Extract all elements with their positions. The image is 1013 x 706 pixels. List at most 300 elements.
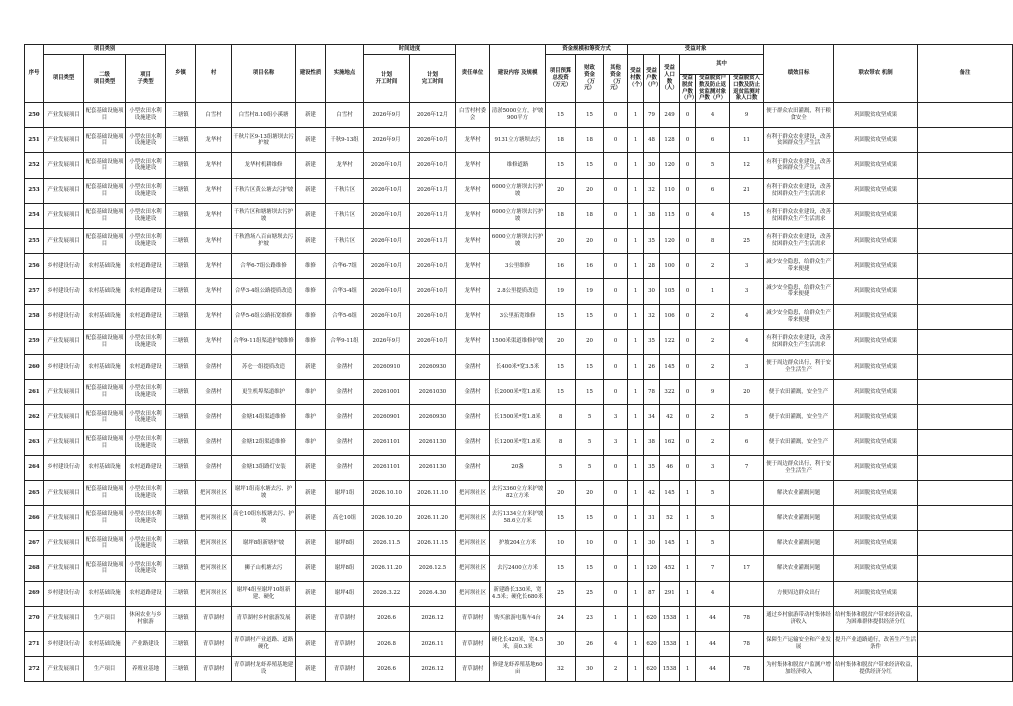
col-budget-total: 项目预算 总投资 （万元） [546,55,576,103]
cell-ben-villages: 1 [628,103,644,128]
cell-project-name: 青草湖村乡村旅游发展 [232,606,296,631]
cell-level2-type: 农村基础设施 [84,581,126,606]
col-town: 乡镇 [166,45,196,103]
cell-ben-households: 38 [644,430,660,455]
cell-ben-households: 30 [644,531,660,556]
cell-village: 金凿村 [196,380,232,405]
cell-town: 三塘镇 [166,480,196,505]
cell-village: 把河坝社区 [196,506,232,531]
cell-level2-type: 农村基础设施 [84,254,126,279]
cell-project-name: 金塘14组渠道维修 [232,405,296,430]
cell-ben-villages: 1 [628,430,644,455]
cell-budget-total: 15 [546,506,576,531]
cell-project-name: 青草湖村产业道路、道路硬化 [232,631,296,656]
cell-level2-type: 配套基础设施项目 [84,153,126,178]
cell-seq: 262 [25,405,44,430]
cell-seq: 259 [25,329,44,354]
cell-ben-villages: 1 [628,531,644,556]
cell-build-nature: 维护 [296,380,326,405]
cell-ben-villages: 1 [628,506,644,531]
cell-fiscal: 19 [576,279,604,304]
cell-budget-total: 16 [546,254,576,279]
cell-content-scale: 修建龙虾养殖基地60亩 [490,657,546,682]
cell-project-name: 谢坪4组至谢坪10组新建、硬化 [232,581,296,606]
cell-project-type: 乡村建设行动 [44,581,84,606]
cell-performance: 减少安全隐患，给群众生产带来便捷 [764,254,834,279]
cell-end-time: 2026.12.5 [410,556,456,581]
cell-poor-households: 0 [680,354,696,379]
cell-ben-population: 120 [660,153,680,178]
cell-poor-households: 1 [680,581,696,606]
cell-level2-type: 配套基础设施项目 [84,531,126,556]
cell-town: 三塘镇 [166,329,196,354]
cell-performance: 解决农业灌溉问题 [764,480,834,505]
col-build-nature: 建设性质 [296,45,326,103]
cell-monitor-households: 6 [696,178,730,203]
cell-build-nature: 维修 [296,329,326,354]
cell-poor-households: 1 [680,506,696,531]
cell-level2-type: 农村基础设施 [84,304,126,329]
cell-ben-households: 32 [644,178,660,203]
cell-start-time: 2026年10月 [364,254,410,279]
cell-other-funds: 0 [604,228,628,253]
cell-fiscal: 20 [576,480,604,505]
cell-budget-total: 15 [546,103,576,128]
cell-ben-population: 110 [660,178,680,203]
col-ben-households: 受益 户数 （户） [644,55,660,103]
cell-budget-total: 20 [546,480,576,505]
cell-town: 三塘镇 [166,380,196,405]
cell-build-nature: 维护 [296,405,326,430]
cell-ben-villages: 1 [628,480,644,505]
cell-performance: 便于农田灌溉，安全生产 [764,405,834,430]
cell-content-scale: 长1200米*宽1.8米 [490,430,546,455]
cell-ben-households: 35 [644,228,660,253]
cell-seq: 265 [25,480,44,505]
cell-mechanism: 巩固脱贫攻坚成果 [834,556,918,581]
cell-ben-households: 35 [644,329,660,354]
cell-fiscal: 23 [576,606,604,631]
table-row [25,279,1013,304]
cell-poor-households: 0 [680,405,696,430]
cell-build-nature: 新建 [296,606,326,631]
cell-remark [918,103,1013,128]
cell-mechanism: 巩固脱贫攻坚成果 [834,405,918,430]
cell-ben-population: 42 [660,405,680,430]
cell-poor-households: 0 [680,228,696,253]
cell-budget-total: 20 [546,329,576,354]
cell-start-time: 2026.11.5 [364,531,410,556]
table-row [25,581,1013,606]
cell-monitor-population: 78 [730,606,764,631]
cell-performance: 减少安全隐患，给群众生产带来便捷 [764,279,834,304]
cell-performance: 便于周边群众出行，利于安全生活生产 [764,455,834,480]
col-remark: 备注 [918,45,1013,103]
col-end-time: 计划 完工时间 [410,55,456,103]
cell-fiscal: 15 [576,354,604,379]
cell-poor-households: 0 [680,203,696,228]
cell-poor-households: 1 [680,480,696,505]
cell-build-nature: 新建 [296,178,326,203]
cell-end-time: 2026.12 [410,657,456,682]
col-among: 其中 [680,55,764,75]
table-row [25,203,1013,228]
col-mechanism: 联农带农 机制 [834,45,918,103]
cell-mechanism: 巩固脱贫攻坚成果 [834,178,918,203]
cell-mechanism: 巩固脱贫攻坚成果 [834,279,918,304]
cell-fiscal: 15 [576,153,604,178]
cell-build-nature: 新建 [296,228,326,253]
cell-ben-households: 620 [644,657,660,682]
cell-project-type: 产业发展项目 [44,153,84,178]
cell-seq: 270 [25,606,44,631]
cell-start-time: 20261101 [364,430,410,455]
cell-sub-type: 小型农田水利设施建设 [126,405,166,430]
cell-monitor-households: 2 [696,354,730,379]
cell-start-time: 2026年9月 [364,128,410,153]
cell-resp-unit: 青草湖村 [456,657,490,682]
cell-town: 三塘镇 [166,304,196,329]
cell-content-scale: 护坡204立方米 [490,531,546,556]
cell-budget-total: 19 [546,279,576,304]
cell-project-name: 白雪村8.10组小溪塘 [232,103,296,128]
cell-location: 青草湖村 [326,657,364,682]
cell-end-time: 2026年10月 [410,304,456,329]
cell-monitor-population: 6 [730,430,764,455]
cell-village: 把河坝社区 [196,480,232,505]
cell-level2-type: 农村基础设施 [84,354,126,379]
cell-village: 龙华村 [196,228,232,253]
table-row [25,531,1013,556]
cell-end-time: 2026年10月 [410,254,456,279]
cell-build-nature: 维修 [296,254,326,279]
cell-project-type: 产业发展项目 [44,128,84,153]
col-project-name: 项目名称 [232,45,296,103]
cell-monitor-households: 44 [696,657,730,682]
cell-remark [918,153,1013,178]
cell-town: 三塘镇 [166,103,196,128]
cell-monitor-population [730,531,764,556]
cell-ben-villages: 1 [628,228,644,253]
cell-performance: 便于农田灌溉，安全生产 [764,430,834,455]
cell-ben-villages: 1 [628,178,644,203]
cell-project-type: 产业发展项目 [44,506,84,531]
cell-budget-total: 32 [546,657,576,682]
cell-monitor-population [730,506,764,531]
cell-village: 金凿村 [196,405,232,430]
cell-other-funds: 0 [604,304,628,329]
cell-village: 金凿村 [196,430,232,455]
cell-start-time: 2026.3.22 [364,581,410,606]
cell-start-time: 20261001 [364,380,410,405]
cell-ben-households: 620 [644,631,660,656]
cell-resp-unit: 金凿村 [456,405,490,430]
cell-sub-type: 小型农田水利设施建设 [126,506,166,531]
cell-end-time: 2026年10月 [410,153,456,178]
cell-budget-total: 8 [546,430,576,455]
cell-project-name: 千秋片区和塘塘坝去污护坡 [232,203,296,228]
cell-monitor-households: 2 [696,254,730,279]
cell-build-nature: 新建 [296,103,326,128]
cell-seq: 257 [25,279,44,304]
cell-mechanism: 巩固脱贫攻坚成果 [834,480,918,505]
cell-seq: 251 [25,128,44,153]
cell-other-funds: 0 [604,354,628,379]
cell-mechanism: 巩固脱贫攻坚成果 [834,430,918,455]
cell-remark [918,430,1013,455]
cell-other-funds: 0 [604,506,628,531]
cell-fiscal: 5 [576,405,604,430]
cell-content-scale: 长1500米*宽1.8米 [490,405,546,430]
cell-start-time: 20261101 [364,455,410,480]
table-body [25,103,1013,682]
cell-performance: 保障生产运输安全和产业发展 [764,631,834,656]
cell-other-funds: 4 [604,631,628,656]
cell-build-nature: 新建 [296,581,326,606]
cell-poor-households: 0 [680,178,696,203]
col-ben-population: 受益 人口 数 （人） [660,55,680,103]
cell-project-name: 苏仑一组提质改造 [232,354,296,379]
cell-end-time: 2026.11.20 [410,506,456,531]
cell-poor-households: 1 [680,606,696,631]
cell-ben-households: 78 [644,380,660,405]
cell-monitor-households: 44 [696,606,730,631]
cell-start-time: 2026年10月 [364,153,410,178]
cell-level2-type: 配套基础设施项目 [84,203,126,228]
cell-mechanism: 巩固脱贫攻坚成果 [834,581,918,606]
cell-ben-villages: 1 [628,455,644,480]
cell-end-time: 2026年11月 [410,228,456,253]
col-start-time: 计划 开工时间 [364,55,410,103]
cell-monitor-population: 7 [730,455,764,480]
cell-start-time: 2026.10.20 [364,506,410,531]
cell-project-type: 乡村建设行动 [44,254,84,279]
cell-ben-villages: 1 [628,329,644,354]
cell-ben-population: 1538 [660,631,680,656]
cell-ben-population: 249 [660,103,680,128]
cell-monitor-population: 21 [730,178,764,203]
cell-ben-population: 145 [660,480,680,505]
col-seq: 序号 [25,45,44,103]
cell-fiscal: 10 [576,531,604,556]
cell-mechanism: 巩固脱贫攻坚成果 [834,304,918,329]
cell-other-funds: 3 [604,405,628,430]
cell-build-nature: 新建 [296,455,326,480]
cell-remark [918,455,1013,480]
cell-budget-total: 18 [546,203,576,228]
table-row [25,128,1013,153]
cell-location: 金凿村 [326,430,364,455]
cell-project-type: 产业发展项目 [44,657,84,682]
cell-ben-population: 322 [660,380,680,405]
col-project-type: 项目类型 [44,55,84,103]
cell-ben-population: 145 [660,354,680,379]
cell-ben-population: 1538 [660,606,680,631]
cell-ben-population: 106 [660,304,680,329]
cell-seq: 263 [25,430,44,455]
cell-fiscal: 20 [576,178,604,203]
cell-mechanism: 巩固脱贫攻坚成果 [834,506,918,531]
col-sub-type: 项目 子类型 [126,55,166,103]
cell-mechanism: 巩固脱贫攻坚成果 [834,354,918,379]
cell-sub-type: 小型农田水利设施建设 [126,480,166,505]
cell-fiscal: 18 [576,128,604,153]
cell-content-scale: 20盏 [490,455,546,480]
cell-ben-villages: 1 [628,279,644,304]
cell-sub-type: 农村道路建设 [126,254,166,279]
cell-remark [918,480,1013,505]
cell-ben-population: 452 [660,556,680,581]
cell-ben-villages: 1 [628,380,644,405]
cell-monitor-population: 12 [730,153,764,178]
cell-monitor-households: 2 [696,430,730,455]
cell-town: 三塘镇 [166,506,196,531]
cell-content-scale: 维修道路 [490,153,546,178]
cell-seq: 260 [25,354,44,379]
cell-fiscal: 15 [576,103,604,128]
table-row [25,480,1013,505]
cell-resp-unit: 龙华村 [456,279,490,304]
cell-village: 龙华村 [196,153,232,178]
cell-seq: 264 [25,455,44,480]
cell-start-time: 20260901 [364,405,410,430]
cell-start-time: 2026年10月 [364,304,410,329]
cell-mechanism: 巩固脱贫攻坚成果 [834,228,918,253]
cell-start-time: 2026年10月 [364,203,410,228]
cell-end-time: 2026.11.10 [410,480,456,505]
cell-ben-households: 31 [644,506,660,531]
cell-ben-households: 28 [644,254,660,279]
cell-monitor-population: 25 [730,228,764,253]
cell-monitor-population: 4 [730,304,764,329]
cell-town: 三塘镇 [166,405,196,430]
cell-content-scale: 2.8公里提质改造 [490,279,546,304]
cell-ben-households: 87 [644,581,660,606]
cell-content-scale: 长400米*宽3.5米 [490,354,546,379]
cell-other-funds: 0 [604,279,628,304]
cell-mechanism: 巩固脱贫攻坚成果 [834,329,918,354]
cell-village: 把河坝社区 [196,581,232,606]
cell-other-funds: 0 [604,455,628,480]
cell-sub-type: 小型农田水利设施建设 [126,178,166,203]
cell-project-type: 产业发展项目 [44,103,84,128]
cell-build-nature: 维修 [296,304,326,329]
cell-ben-villages: 1 [628,304,644,329]
cell-sub-type: 休闲农业与乡村旅游 [126,606,166,631]
cell-sub-type: 产业路建设 [126,631,166,656]
cell-resp-unit: 龙华村 [456,228,490,253]
table-header [25,45,1013,103]
cell-sub-type: 小型农田水利设施建设 [126,380,166,405]
col-funds: 资金规模和筹资方式 [546,45,628,55]
cell-poor-households: 1 [680,556,696,581]
cell-location: 金凿村 [326,455,364,480]
cell-fiscal: 15 [576,304,604,329]
cell-town: 三塘镇 [166,581,196,606]
cell-location: 千秋9-13组 [326,128,364,153]
table-row [25,380,1013,405]
cell-end-time: 2026年10月 [410,279,456,304]
cell-level2-type: 配套基础设施项目 [84,178,126,203]
cell-other-funds: 0 [604,329,628,354]
col-ben-villages: 受益 村数 （个） [628,55,644,103]
cell-sub-type: 小型农田水利设施建设 [126,103,166,128]
cell-content-scale: 长2000米*宽1.8米 [490,380,546,405]
cell-budget-total: 18 [546,128,576,153]
cell-seq: 258 [25,304,44,329]
cell-sub-type: 农村道路建设 [126,581,166,606]
cell-performance: 为村集体和脱贫户监测户增加经济收入 [764,657,834,682]
cell-location: 青草湖村 [326,606,364,631]
cell-ben-population: 128 [660,128,680,153]
cell-mechanism: 巩固脱贫攻坚成果 [834,103,918,128]
cell-monitor-population: 15 [730,203,764,228]
cell-other-funds: 0 [604,153,628,178]
cell-content-scale: 1500米渠道维修护坡 [490,329,546,354]
cell-project-type: 产业发展项目 [44,430,84,455]
cell-start-time: 2026.11.20 [364,556,410,581]
cell-sub-type: 小型农田水利设施建设 [126,329,166,354]
cell-seq: 272 [25,657,44,682]
cell-remark [918,254,1013,279]
table-row [25,657,1013,682]
cell-fiscal: 5 [576,430,604,455]
cell-poor-households: 0 [680,153,696,178]
cell-end-time: 2026年12月 [410,103,456,128]
cell-monitor-households: 5 [696,506,730,531]
cell-resp-unit: 青草湖村 [456,631,490,656]
cell-sub-type: 农村道路建设 [126,354,166,379]
cell-mechanism: 给村集体和脱贫户带来经济收益，提供经济分红 [834,657,918,682]
cell-fiscal: 20 [576,228,604,253]
cell-project-name: 千秋片区9-13组塘坝去污护坡 [232,128,296,153]
cell-mechanism: 提升产业道路通行，改善生产生活条件 [834,631,918,656]
cell-ben-population: 100 [660,254,680,279]
cell-project-name: 合华3-4组公路提质改造 [232,279,296,304]
cell-ben-villages: 1 [628,581,644,606]
cell-town: 三塘镇 [166,606,196,631]
cell-project-name: 谢坪8组新塘护坡 [232,531,296,556]
cell-remark [918,329,1013,354]
cell-level2-type: 配套基础设施项目 [84,103,126,128]
cell-village: 龙华村 [196,128,232,153]
cell-location: 金凿村 [326,405,364,430]
cell-ben-population: 291 [660,581,680,606]
cell-resp-unit: 龙华村 [456,203,490,228]
cell-build-nature: 维护 [296,430,326,455]
cell-monitor-households: 6 [696,128,730,153]
cell-town: 三塘镇 [166,254,196,279]
cell-project-name: 合华5-6组公路拓宽维修 [232,304,296,329]
cell-monitor-households: 4 [696,203,730,228]
cell-mechanism: 给村集体和脱贫户带来经济收益，为困难群体提供经济分红 [834,606,918,631]
cell-build-nature: 维修 [296,279,326,304]
cell-seq: 256 [25,254,44,279]
cell-content-scale: 3公里维修 [490,254,546,279]
cell-monitor-households: 5 [696,153,730,178]
cell-project-type: 乡村建设行动 [44,279,84,304]
cell-seq: 268 [25,556,44,581]
cell-location: 合华5-6组 [326,304,364,329]
cell-ben-villages: 1 [628,657,644,682]
cell-project-name: 狮子山机塘去污 [232,556,296,581]
cell-performance: 便于群众农田灌溉，利于粮食安全 [764,103,834,128]
cell-remark [918,128,1013,153]
cell-build-nature: 新建 [296,657,326,682]
table-row [25,631,1013,656]
cell-monitor-households: 2 [696,304,730,329]
cell-level2-type: 配套基础设施项目 [84,405,126,430]
